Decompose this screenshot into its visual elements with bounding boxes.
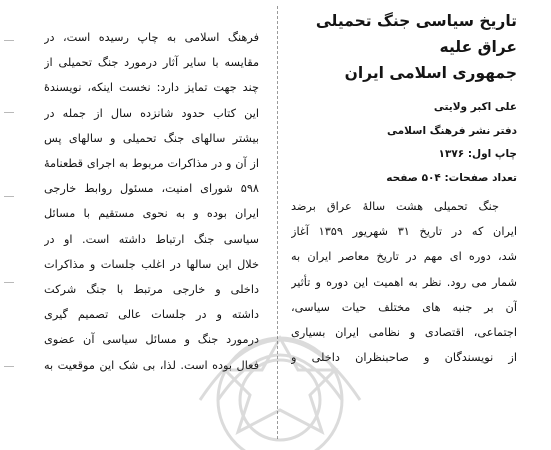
scan-edge-mark xyxy=(4,366,14,367)
paragraph-line: خلال این سالها در اغلب جلسات و مذاکرات xyxy=(44,257,259,271)
book-title-line-2: عراق علیه xyxy=(439,38,517,56)
paragraph-line: آن بر جنبه های مختلف حیات سیاسی، xyxy=(291,300,517,314)
book-title xyxy=(291,8,517,86)
paragraph-line: داخلی و خارجی مرتبط با جنگ شرکت xyxy=(44,283,259,297)
paragraph-line: جنگ تحمیلی هشت سالهٔ عراق برضد xyxy=(291,200,499,213)
paragraph-line: ایران که در تاریخ ۳۱ شهریور ۱۳۵۹ آغاز xyxy=(291,225,517,239)
paragraph-line: درمورد جنگ و مسائل سیاسی آن عضوی xyxy=(44,333,259,347)
book-title-line-3: جمهوری اسلامی ایران xyxy=(344,64,517,82)
book-metadata xyxy=(291,96,517,190)
scan-edge-mark xyxy=(4,112,14,113)
paragraph-line: فرهنگ اسلامی به چاپ رسیده است، در xyxy=(44,31,259,44)
paragraph-line: ۵۹۸ شورای امنیت، مسئول روابط خارجی xyxy=(44,182,259,196)
scan-edge-mark xyxy=(4,40,14,41)
book-publisher: دفتر نشر فرهنگ اسلامی xyxy=(387,124,517,137)
scan-edge-mark xyxy=(4,196,14,197)
paragraph-line: این کتاب حدود شانزده سال از جمله در xyxy=(44,106,259,120)
paragraph-line: اجتماعی، اقتصادی و نظامی ایران بسیاری xyxy=(291,326,517,340)
paragraph-line: از آن و در مذاکرات مربوط به اجرای قطعنامهٔ xyxy=(44,157,259,171)
paragraph-line: چند جهت تمایز دارد: نخست اینکه، نویسندهٔ xyxy=(44,81,259,95)
book-author: علی اکبر ولایتی xyxy=(433,101,517,113)
paragraph-line: مقایسه با سایر آثار درمورد جنگ تحمیلی از xyxy=(44,56,259,70)
paragraph-line: فعال بوده است. لذا، بی شک این موقعیت به xyxy=(44,358,259,372)
paragraph-line: داشته و در جلسات عالی تصمیم گیری xyxy=(44,308,259,322)
paragraph-line: ایران بوده و به نحوی مستقیم با مسائل xyxy=(44,207,259,221)
book-edition: چاپ اول: ۱۳۷۶ xyxy=(438,148,517,160)
paragraph-line: شمار می رود. نظر به اهمیت این دوره و تأثیر xyxy=(291,275,517,289)
paragraph-line: شد، دوره ای مهم در تاریخ معاصر ایران به xyxy=(291,250,517,264)
book-title-line-1: تاریخ سیاسی جنگ تحمیلی xyxy=(315,12,517,30)
book-page-count: تعداد صفحات: ۵۰۴ صفحه xyxy=(386,171,517,184)
paragraph-line: از نویسندگان و صاحبنظران داخلی و xyxy=(291,351,517,365)
paragraph-line: سیاسی جنگ ارتباط داشته است. او در xyxy=(44,232,259,246)
ornamental-watermark xyxy=(160,250,400,450)
scan-edge-mark xyxy=(4,282,14,283)
paragraph-line: بیشتر سالهای جنگ تحمیلی و سالهای پس xyxy=(44,131,259,145)
